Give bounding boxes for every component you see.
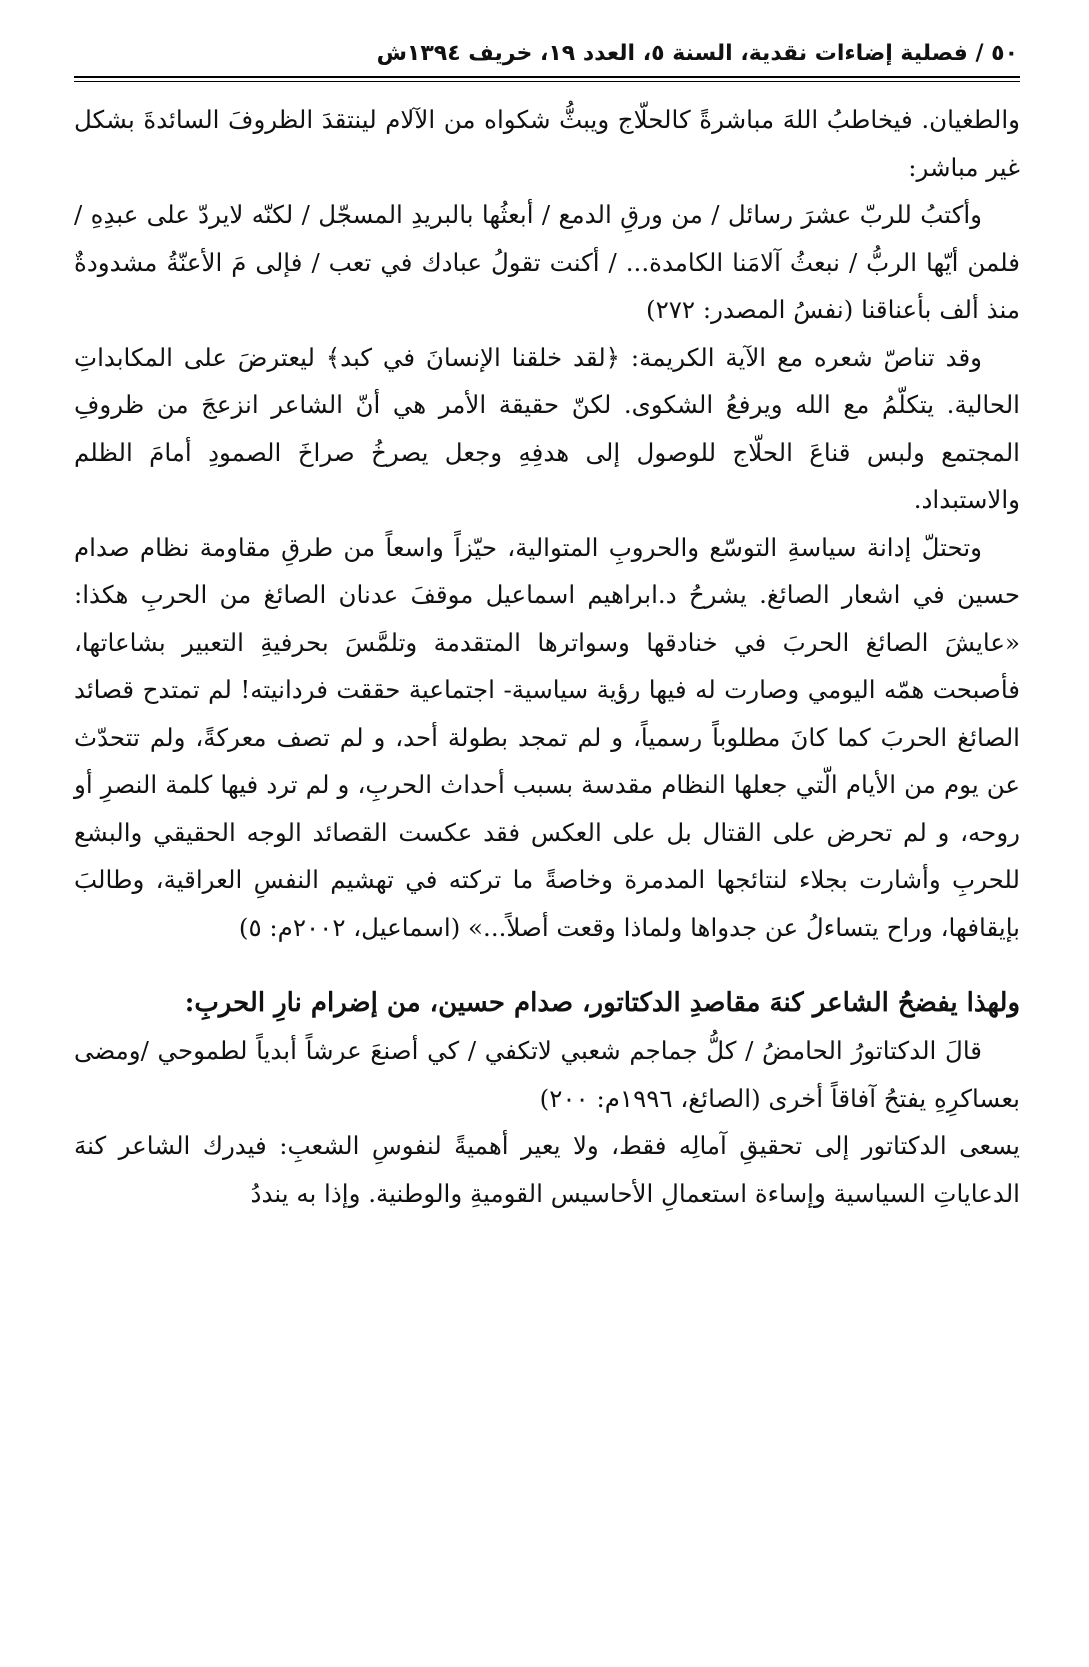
paragraph-war-critique: وتحتلّ إدانة سياسةِ التوسّع والحروبِ المتوالية، حيّزاً واسعاً من طرقِ مقاومة نظام صدام حسين في اشعار الصائغ. يشرحُ د.ابراهيم اسماعيل موقفَ عدنان الصائغ من الحربِ هكذا: «عايشَ الصائغ الحربَ في خنادقها وسواترها المتقدمة وتلمَّسَ بحرفيةِ التعبير بشاعاتها، فأصبحت همّه اليومي وصارت له فيها رؤية سياسية- اجتماعية حققت فردانيته! لم تمتدح قصائد الصائغ الحربَ كما كانَ مطلوباً رسمياً، و لم تمجد بطولة أحد، و لم تصف معركةً، ولم تتحدّث عن يوم من الأيام الّتي جعلها النظام مقدسة بسبب أحداث الحربِ، و لم ترد فيها كلمة النصرِ أو روحه، و لم تحرض على القتال بل على العكس فقد عكست القصائد الوجه الحقيقي والبشع للحربِ وأشارت بجلاء لنتائجها المدمرة وخاصةً ما تركته في تهشيم النفسِ العراقية، وطالبَ بإيقافها، وراح يتساءلُ عن جدواها ولماذا وقعت أصلاً...» (اسماعيل، ٢٠٠٢م: ٥) [74, 532, 1020, 942]
header-rule-thick [74, 76, 1020, 78]
journal-page [74, 34, 1020, 1217]
paragraph-intro: والطغيان. فيخاطبُ اللهَ مباشرةً كالحلّاج ويبثُّ شكواه من الآلام لينتقدَ الظروفَ السائدةَ بشكل غير مباشر: [74, 105, 1020, 182]
paragraph-dictator-aims: يسعى الدكتاتور إلى تحقيقِ آمالِه فقط، ولا يعير أهميةً لنفوسِ الشعبِ: فيدرك الشاعر كنهَ الدعاياتِ السياسية وإساءة استعمالِ الأحاسيس القوميةِ والوطنية. وإذا به ينددُ [74, 1131, 1020, 1208]
paragraph-quranic-intertext: وقد تناصّ شعره مع الآية الكريمة: ﴿لقد خلقنا الإنسانَ في كبد﴾ ليعترضَ على المكابداتِ الحالية. يتكلّمُ مع الله ويرفعُ الشكوى. لكنّ حقيقة الأمر هي أنّ الشاعر انزعجَ من ظروفِ المجتمع ولبس قناعَ الحلّاج للوصول إلى هدفِهِ وجعل يصرخُ صراخَ الصمودِ أمامَ الظلم والاستبداد. [74, 342, 1020, 514]
article-body [74, 96, 1020, 1217]
running-header: ٥٠ / فصلية إضاءات نقدية، السنة ٥، العدد ١٩، خريف ١٣٩٤ش [376, 41, 1018, 66]
header-rule-thin [74, 81, 1020, 82]
poem-quote-dictator: قالَ الدكتاتورُ الحامضُ / كلُّ جماجم شعبي لاتكفي / كي أصنعَ عرشاً أبدياً لطموحي /ومضى بعساكرِهِ يفتحُ آفاقاً أخرى (الصائغ، ١٩٩٦م: ٢٠٠) [74, 1036, 1020, 1113]
section-subheading: ولهذا يفضحُ الشاعر كنهَ مقاصدِ الدكتاتور، صدام حسين، من إضرام نارِ الحربِ: [184, 988, 1020, 1018]
poem-quote-letters: وأكتبُ للربّ عشرَ رسائل / من ورقِ الدمع / أبعثُها بالبريدِ المسجّل / لكنّه لايردّ على عبدِهِ / فلمن أيّها الربُّ / نبعثُ آلامَنا الكامدة... / أكنت تقولُ عبادك في تعب / فإلى مَ الأعنّةُ مشدودةٌ منذ ألف بأعناقنا (نفسُ المصدر: ٢٧٢) [74, 200, 1020, 324]
section-gap [74, 951, 1020, 979]
